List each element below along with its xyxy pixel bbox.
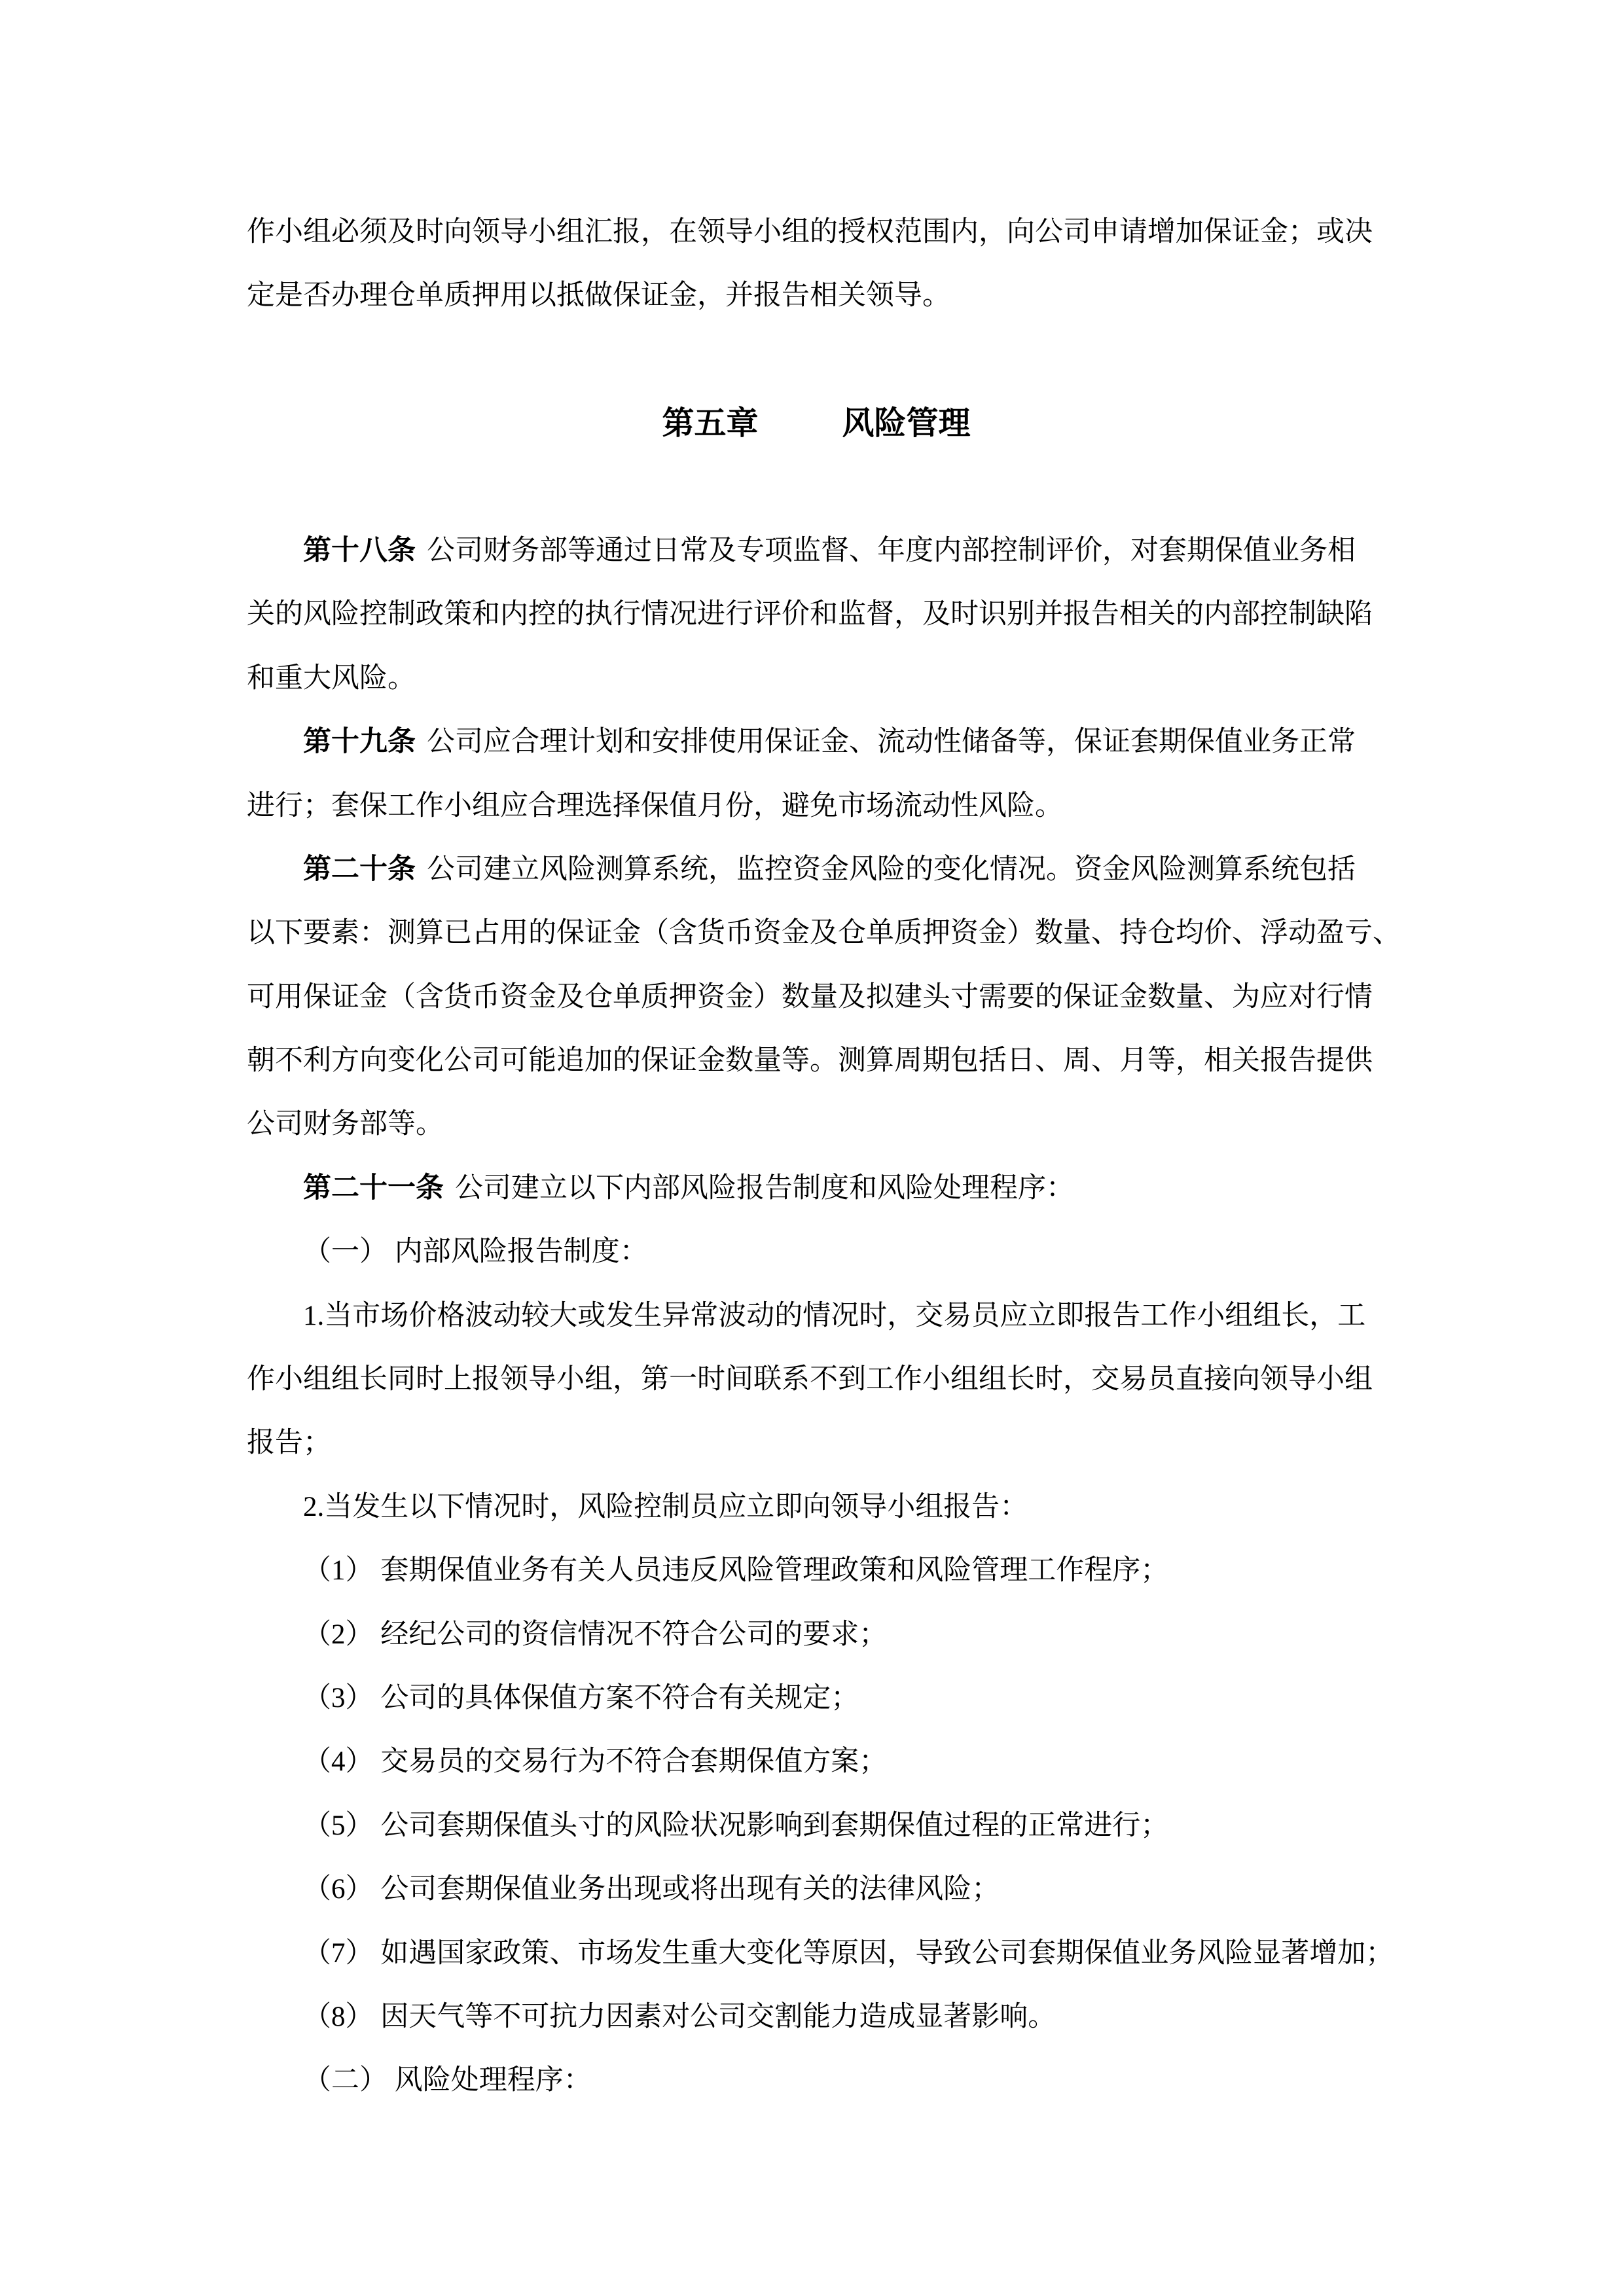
text-line	[247, 1730, 1386, 1793]
blank-line	[247, 456, 1386, 519]
text-line	[247, 1857, 1386, 1921]
text-line	[247, 583, 1386, 646]
line-text: （6） 公司套期保值业务出现或将出现有关的法律风险；	[303, 1874, 1000, 1905]
text-line	[247, 519, 1386, 583]
text-line	[247, 1603, 1386, 1666]
line-text: （7） 如遇国家政策、市场发生重大变化等原因，导致公司套期保值业务风险显著增加；	[303, 1937, 1394, 1969]
text-line	[247, 965, 1386, 1029]
article-number: 第二十条	[303, 853, 416, 885]
line-text: 可用保证金（含货币资金及仓单质押资金）数量及拟建头寸需要的保证金数量、为应对行情	[247, 981, 1373, 1013]
text-line	[247, 1922, 1394, 1985]
blank-line	[247, 328, 1386, 391]
text-line	[247, 1411, 1386, 1475]
text-line	[247, 2049, 1386, 2112]
chapter-title: 风险管理	[842, 405, 971, 442]
line-text: （一） 内部风险报告制度：	[303, 1236, 648, 1268]
line-text: 报告；	[247, 1427, 331, 1459]
chapter-heading	[247, 391, 1386, 455]
line-text: 作小组组长同时上报领导小组，第一时间联系不到工作小组组长时，交易员直接向领导小组	[247, 1364, 1373, 1395]
text-line	[247, 710, 1386, 774]
article-number: 第二十一条	[303, 1172, 444, 1204]
line-text: 公司财务部等通过日常及专项监督、年度内部控制评价，对套期保值业务相	[427, 535, 1356, 566]
line-text: 公司财务部等。	[247, 1109, 444, 1140]
line-text: 定是否办理仓单质押用以抵做保证金，并报告相关领导。	[247, 280, 950, 312]
article-number: 第十八条	[303, 535, 416, 566]
text-line	[247, 1475, 1386, 1539]
line-text: 公司建立风险测算系统，监控资金风险的变化情况。资金风险测算系统包括	[427, 853, 1356, 885]
line-text: 进行；套保工作小组应合理选择保值月份，避免市场流动性风险。	[247, 790, 1063, 821]
article-number: 第十九条	[303, 726, 416, 758]
text-line	[247, 1157, 1386, 1220]
text-line	[247, 1029, 1386, 1092]
line-text: （3） 公司的具体保值方案不符合有关规定；	[303, 1682, 859, 1713]
text-line	[247, 1539, 1386, 1602]
line-text: 以下要素：测算已占用的保证金（含货币资金及仓单质押资金）数量、持仓均价、浮动盈亏、	[247, 918, 1401, 949]
line-text: （4） 交易员的交易行为不符合套期保值方案；	[303, 1746, 888, 1778]
line-text: 公司应合理计划和安排使用保证金、流动性储备等，保证套期保值业务正常	[427, 726, 1356, 758]
text-line	[247, 1092, 1386, 1156]
line-text: 2.当发生以下情况时，风险控制员应立即向领导小组报告：	[303, 1491, 1028, 1522]
line-text: 朝不利方向变化公司可能追加的保证金数量等。测算周期包括日、周、月等，相关报告提供	[247, 1045, 1373, 1077]
line-text: 公司建立以下内部风险报告制度和风险处理程序：	[455, 1172, 1074, 1204]
line-text: 作小组必须及时向领导小组汇报，在领导小组的授权范围内，向公司申请增加保证金；或决	[247, 217, 1373, 247]
line-text: （5） 公司套期保值头寸的风险状况影响到套期保值过程的正常进行；	[303, 1810, 1169, 1841]
text-line	[247, 1666, 1386, 1730]
text-line	[247, 647, 1386, 710]
text-line	[247, 1794, 1386, 1857]
chapter-number: 第五章	[662, 405, 759, 442]
line-text: （1） 套期保值业务有关人员违反风险管理政策和风险管理工作程序；	[303, 1555, 1169, 1587]
text-line	[247, 1348, 1386, 1411]
text-line	[247, 1985, 1386, 2049]
text-line	[247, 264, 1386, 327]
line-text: （2） 经纪公司的资信情况不符合公司的要求；	[303, 1619, 888, 1650]
line-text: （8） 因天气等不可抗力因素对公司交割能力造成显著影响。	[303, 2001, 1056, 2032]
text-line	[247, 901, 1401, 965]
text-line	[247, 1284, 1386, 1348]
text-line	[247, 200, 1386, 264]
text-line	[247, 1220, 1386, 1283]
line-text: 关的风险控制政策和内控的执行情况进行评价和监督，及时识别并报告相关的内部控制缺陷	[247, 599, 1373, 630]
document-content	[247, 200, 1401, 2113]
line-text: （二） 风险处理程序：	[303, 2065, 592, 2096]
text-line	[247, 774, 1386, 838]
text-line	[247, 838, 1386, 901]
line-text: 1.当市场价格波动较大或发生异常波动的情况时，交易员应立即报告工作小组组长，工	[303, 1300, 1366, 1331]
line-text: 和重大风险。	[247, 662, 416, 694]
